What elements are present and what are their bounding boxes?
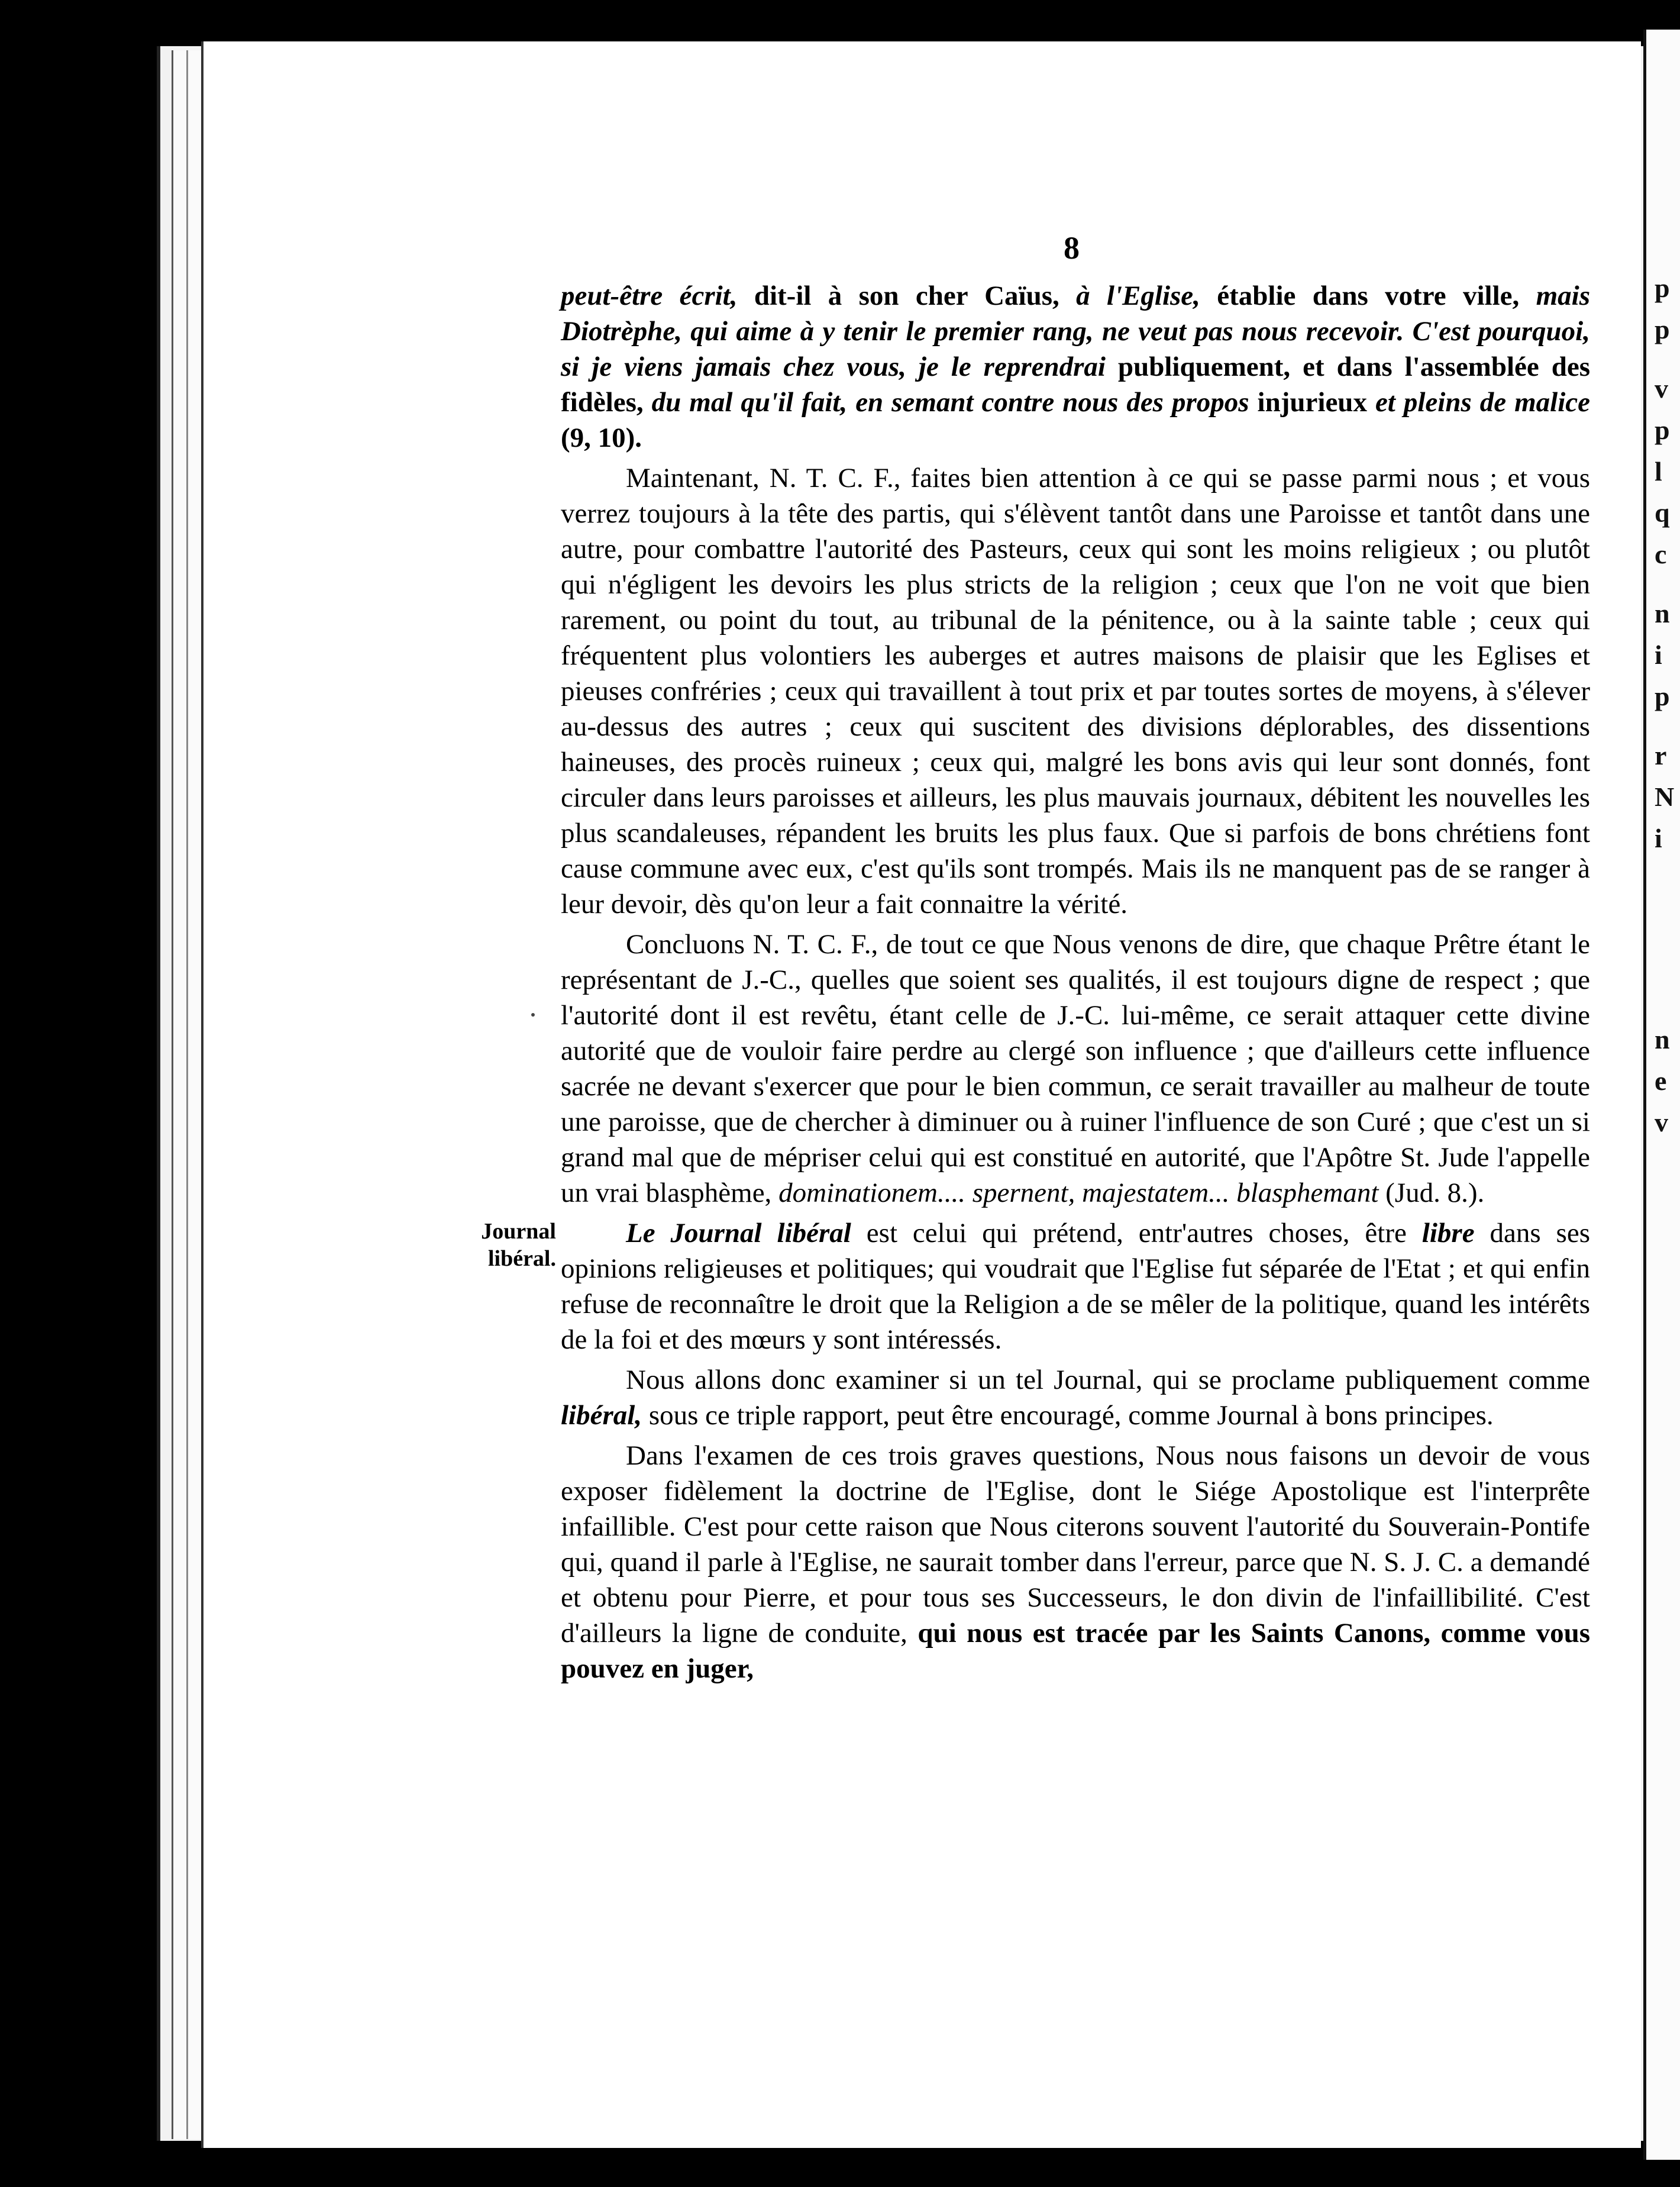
adjacent-letter: c (1655, 539, 1667, 569)
text-run: dit-il à son cher Caïus, (737, 280, 1077, 311)
text-run: qui nous est tracée par les Saints Canons, comme vous pouvez en juger, (561, 1618, 1591, 1684)
paragraph-2: Maintenant, N. T. C. F., faites bien attention à ce qui se passe parmi nous ; et vous verrez toujours à la tête des partis, qui s'élèvent tantôt dans une Paroisse et tantôt dans une autre, pour combattre l'autorité des Pasteurs, ceux qui sont les moins religieux ; ou plutôt qui n'égligent les devoirs les plus stricts de la religion ; ceux que l'on ne voit que bien rarement, ou point du tout, au tribunal de la pénitence, ou à la sainte table ; ceux qui fréquentent plus volontiers les auberges et autres maisons de plaisir que les Eglises et pieuses confréries ; ceux qui travaillent à tout prix et par toutes sortes de moyens, à s'élever au-dessus des autres ; ceux qui suscitent des divisions déplorables, des dissentions haineuses, des procès ruineux ; ceux qui, malgré les bons avis qui leur sont donnés, font circuler dans leurs paroisses et ailleurs, les plus mauvais journaux, débitent les nouvelles les plus scandaleuses, répandent les bruits les plus faux. Que si parfois de bons chrétiens font cause commune avec eux, c'est qu'ils sont trompés. Mais ils ne manquent pas de se ranger à leur devoir, dès qu'on leur a fait connaitre la vérité. (561, 463, 1590, 920)
adjacent-letter: p (1655, 415, 1670, 445)
text-run: Nous allons donc examiner si un tel Journal, qui se proclame publiquement comme (626, 1365, 1590, 1395)
text-run: injurieux (1249, 387, 1375, 418)
adjacent-letter: p (1655, 314, 1670, 344)
text-run: et pleins de malice (1375, 387, 1590, 418)
adjacent-letter: n (1655, 598, 1670, 628)
margin-dot (531, 1013, 535, 1017)
page-number: 8 (1064, 230, 1080, 266)
adjacent-letter: p (1655, 273, 1670, 303)
text-run: dans ses opinions religieuses et politiques; qui voudrait que l'Eglise fut séparée de l'Etat ; et qui enfin refuse de reconnaître le droit que la Religion a de se mêler de la politique, quand les intérêts de la foi et des mœurs y sont intéressés. (561, 1218, 1590, 1355)
adjacent-letter: i (1655, 823, 1662, 853)
adjacent-page-strip (1643, 30, 1680, 2160)
adjacent-letter: N (1655, 782, 1675, 812)
paragraph-3 (561, 927, 1590, 1211)
text-run: sous ce triple rapport, peut être encouragé, comme Journal à bons principes. (642, 1400, 1494, 1431)
margin-note-text: Journal libéral. (481, 1219, 556, 1271)
adjacent-letter: i (1655, 640, 1662, 670)
paragraph-6 (561, 1438, 1590, 1686)
text-run: (Jud. 8.). (1378, 1178, 1485, 1208)
text-run: à l'Eglise, (1076, 280, 1200, 311)
text-run: du mal qu'il fait, en semant contre nous des propos (651, 387, 1249, 418)
body-text (561, 278, 1590, 1691)
adjacent-letter: p (1655, 681, 1670, 711)
text-run: libéral, (561, 1400, 642, 1431)
text-run: (9, 10). (561, 422, 642, 453)
adjacent-letter: n (1655, 1024, 1670, 1054)
text-run: publiquement, et dans l'assemblée des fidèles, (561, 351, 1591, 418)
adjacent-letter: l (1655, 456, 1662, 486)
text-run: est celui qui prétend, entr'autres choses, être (851, 1218, 1422, 1249)
adjacent-letter: v (1655, 373, 1668, 404)
adjacent-letter: v (1655, 1107, 1668, 1137)
text-run: établie dans votre ville, (1200, 280, 1536, 311)
text-run: Le Journal libéral (626, 1218, 851, 1249)
margin-note (438, 1218, 556, 1272)
text-run: Dans l'examen de ces trois graves questions, Nous nous faisons un devoir de vous exposer fidèlement la doctrine de l'Eglise, dont le Siége Apostolique est l'interprête infaillible. C'est pour cette raison que Nous citerons souvent l'autorité du Souverain-Pontife qui, quand il parle à l'Eglise, ne saurait tomber dans l'erreur, parce que N. S. J. C. a demandé et obtenu pour Pierre, et pour tous ses Successeurs, le don divin de l'infaillibilité. C'est d'ailleurs la ligne de conduite, (561, 1440, 1590, 1649)
text-run: dominationem.... spernent, majestatem... blasphemant (778, 1178, 1379, 1208)
text-run: mais Diotrèphe, qui aime à y tenir le premier rang, ne veut pas nous recevoir. C'est pourquoi, si je viens jamais chez vous, je le reprendrai (561, 280, 1591, 382)
text-run: Concluons N. T. C. F., de tout ce que Nous venons de dire, que chaque Prêtre étant le représentant de J.-C., quelles que soient ses qualités, il est toujours digne de respect ; que l'autorité dont il est revêtu, étant celle de J.-C. lui-même, ce serait attaquer cette divine autorité que de vouloir faire perdre au clergé son influence ; que d'ailleurs cette influence sacrée ne devant s'exercer que pour le bien commun, ce serait travailler au malheur de toute une paroisse, que de chercher à diminuer ou à ruiner l'influence de son Curé ; que c'est un si grand mal que de mépriser celui qui est constitué en autorité, que l'Apôtre St. Jude l'appelle un vrai blasphème, (561, 929, 1590, 1208)
text-run: peut-être écrit, (561, 280, 738, 311)
adjacent-letter: q (1655, 498, 1670, 528)
text-run: libre (1421, 1218, 1475, 1249)
paragraph-4 (561, 1215, 1590, 1357)
adjacent-letter: e (1655, 1066, 1667, 1096)
paragraph-1 (561, 278, 1590, 456)
adjacent-letter: r (1655, 740, 1667, 770)
paragraph-5 (561, 1362, 1590, 1433)
